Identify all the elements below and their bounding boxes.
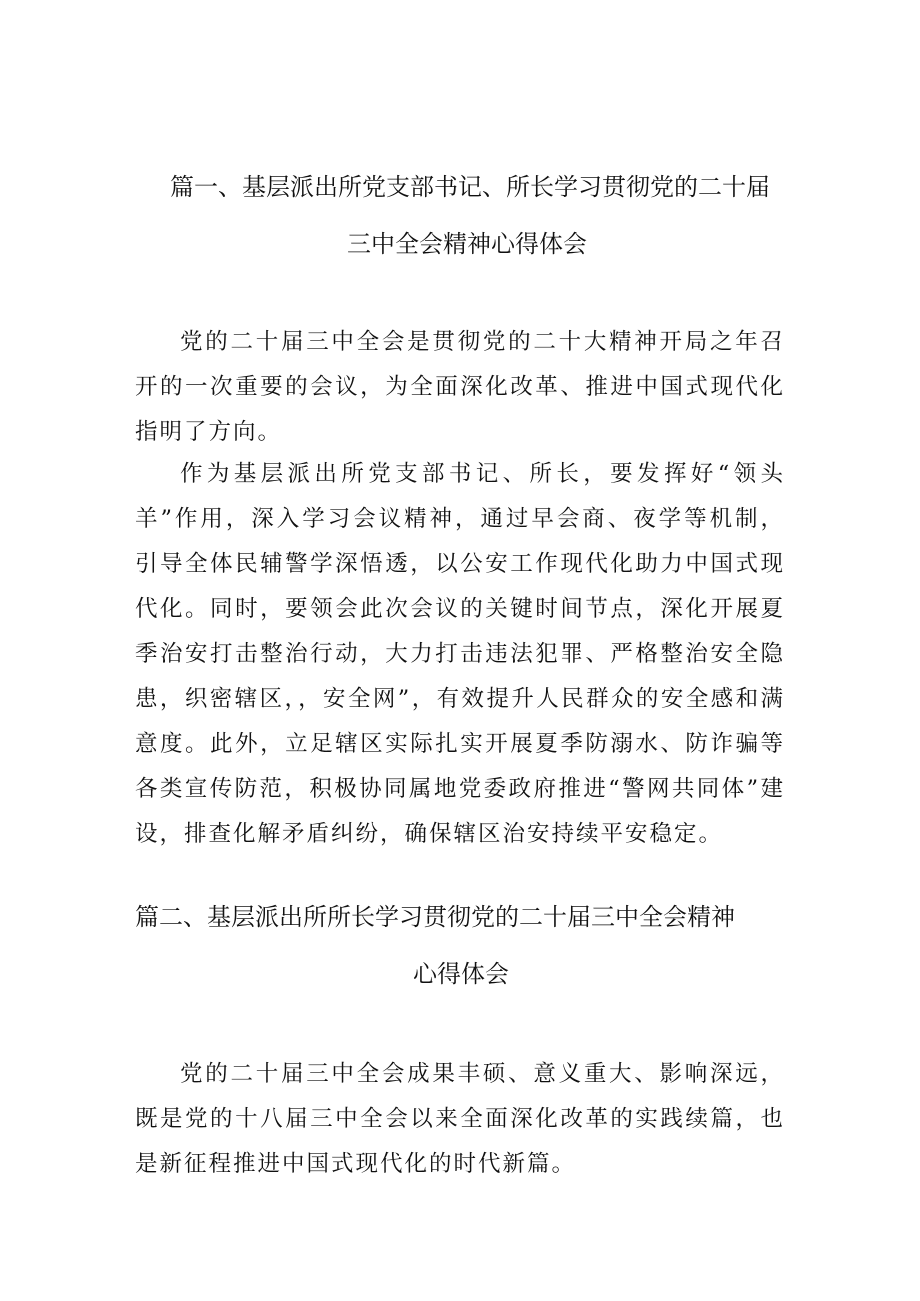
article1-paragraph-2: 作为基层派出所党支部书记、所长，要发挥好“领头羊”作用，深入学习会议精神，通过早会商、夜学等机制，引导全体民辅警学深悟透，以公安工作现代化助力中国式现代化。同时，要领会此次会议的关键时间节点，深化开展夏季治安打击整治行动，大力打击违法犯罪、严格整治安全隐患，织密辖区，，安全网”，有效提升人民群众的安全感和满意度。此外，立足辖区实际扎实开展夏季防溺水、防诈骗等各类宣传防范，积极协同属地党委政府推进“警网共同体”建设，排查化解矛盾纠纷，确保辖区治安持续平安稳定。 [135, 461, 785, 847]
article1-paragraph-1: 党的二十届三中全会是贯彻党的二十大精神开局之年召开的一次重要的会议，为全面深化改革、推进中国式现代化指明了方向。 [135, 329, 785, 445]
article2-title-line2: 心得体会 [413, 960, 509, 988]
article1-title-line1: 篇一、基层派出所党支部书记、所长学习贯彻党的二十届 [170, 173, 770, 201]
article2-title-line1: 篇二、基层派出所所长学习贯彻党的二十届三中全会精神 [135, 903, 735, 931]
article1-title-line2: 三中全会精神心得体会 [347, 230, 587, 258]
article2-paragraph-1: 党的二十届三中全会成果丰硕、意义重大、影响深远，既是党的十八届三中全会以来全面深化改革的实践续篇，也是新征程推进中国式现代化的时代新篇。 [135, 1061, 785, 1177]
